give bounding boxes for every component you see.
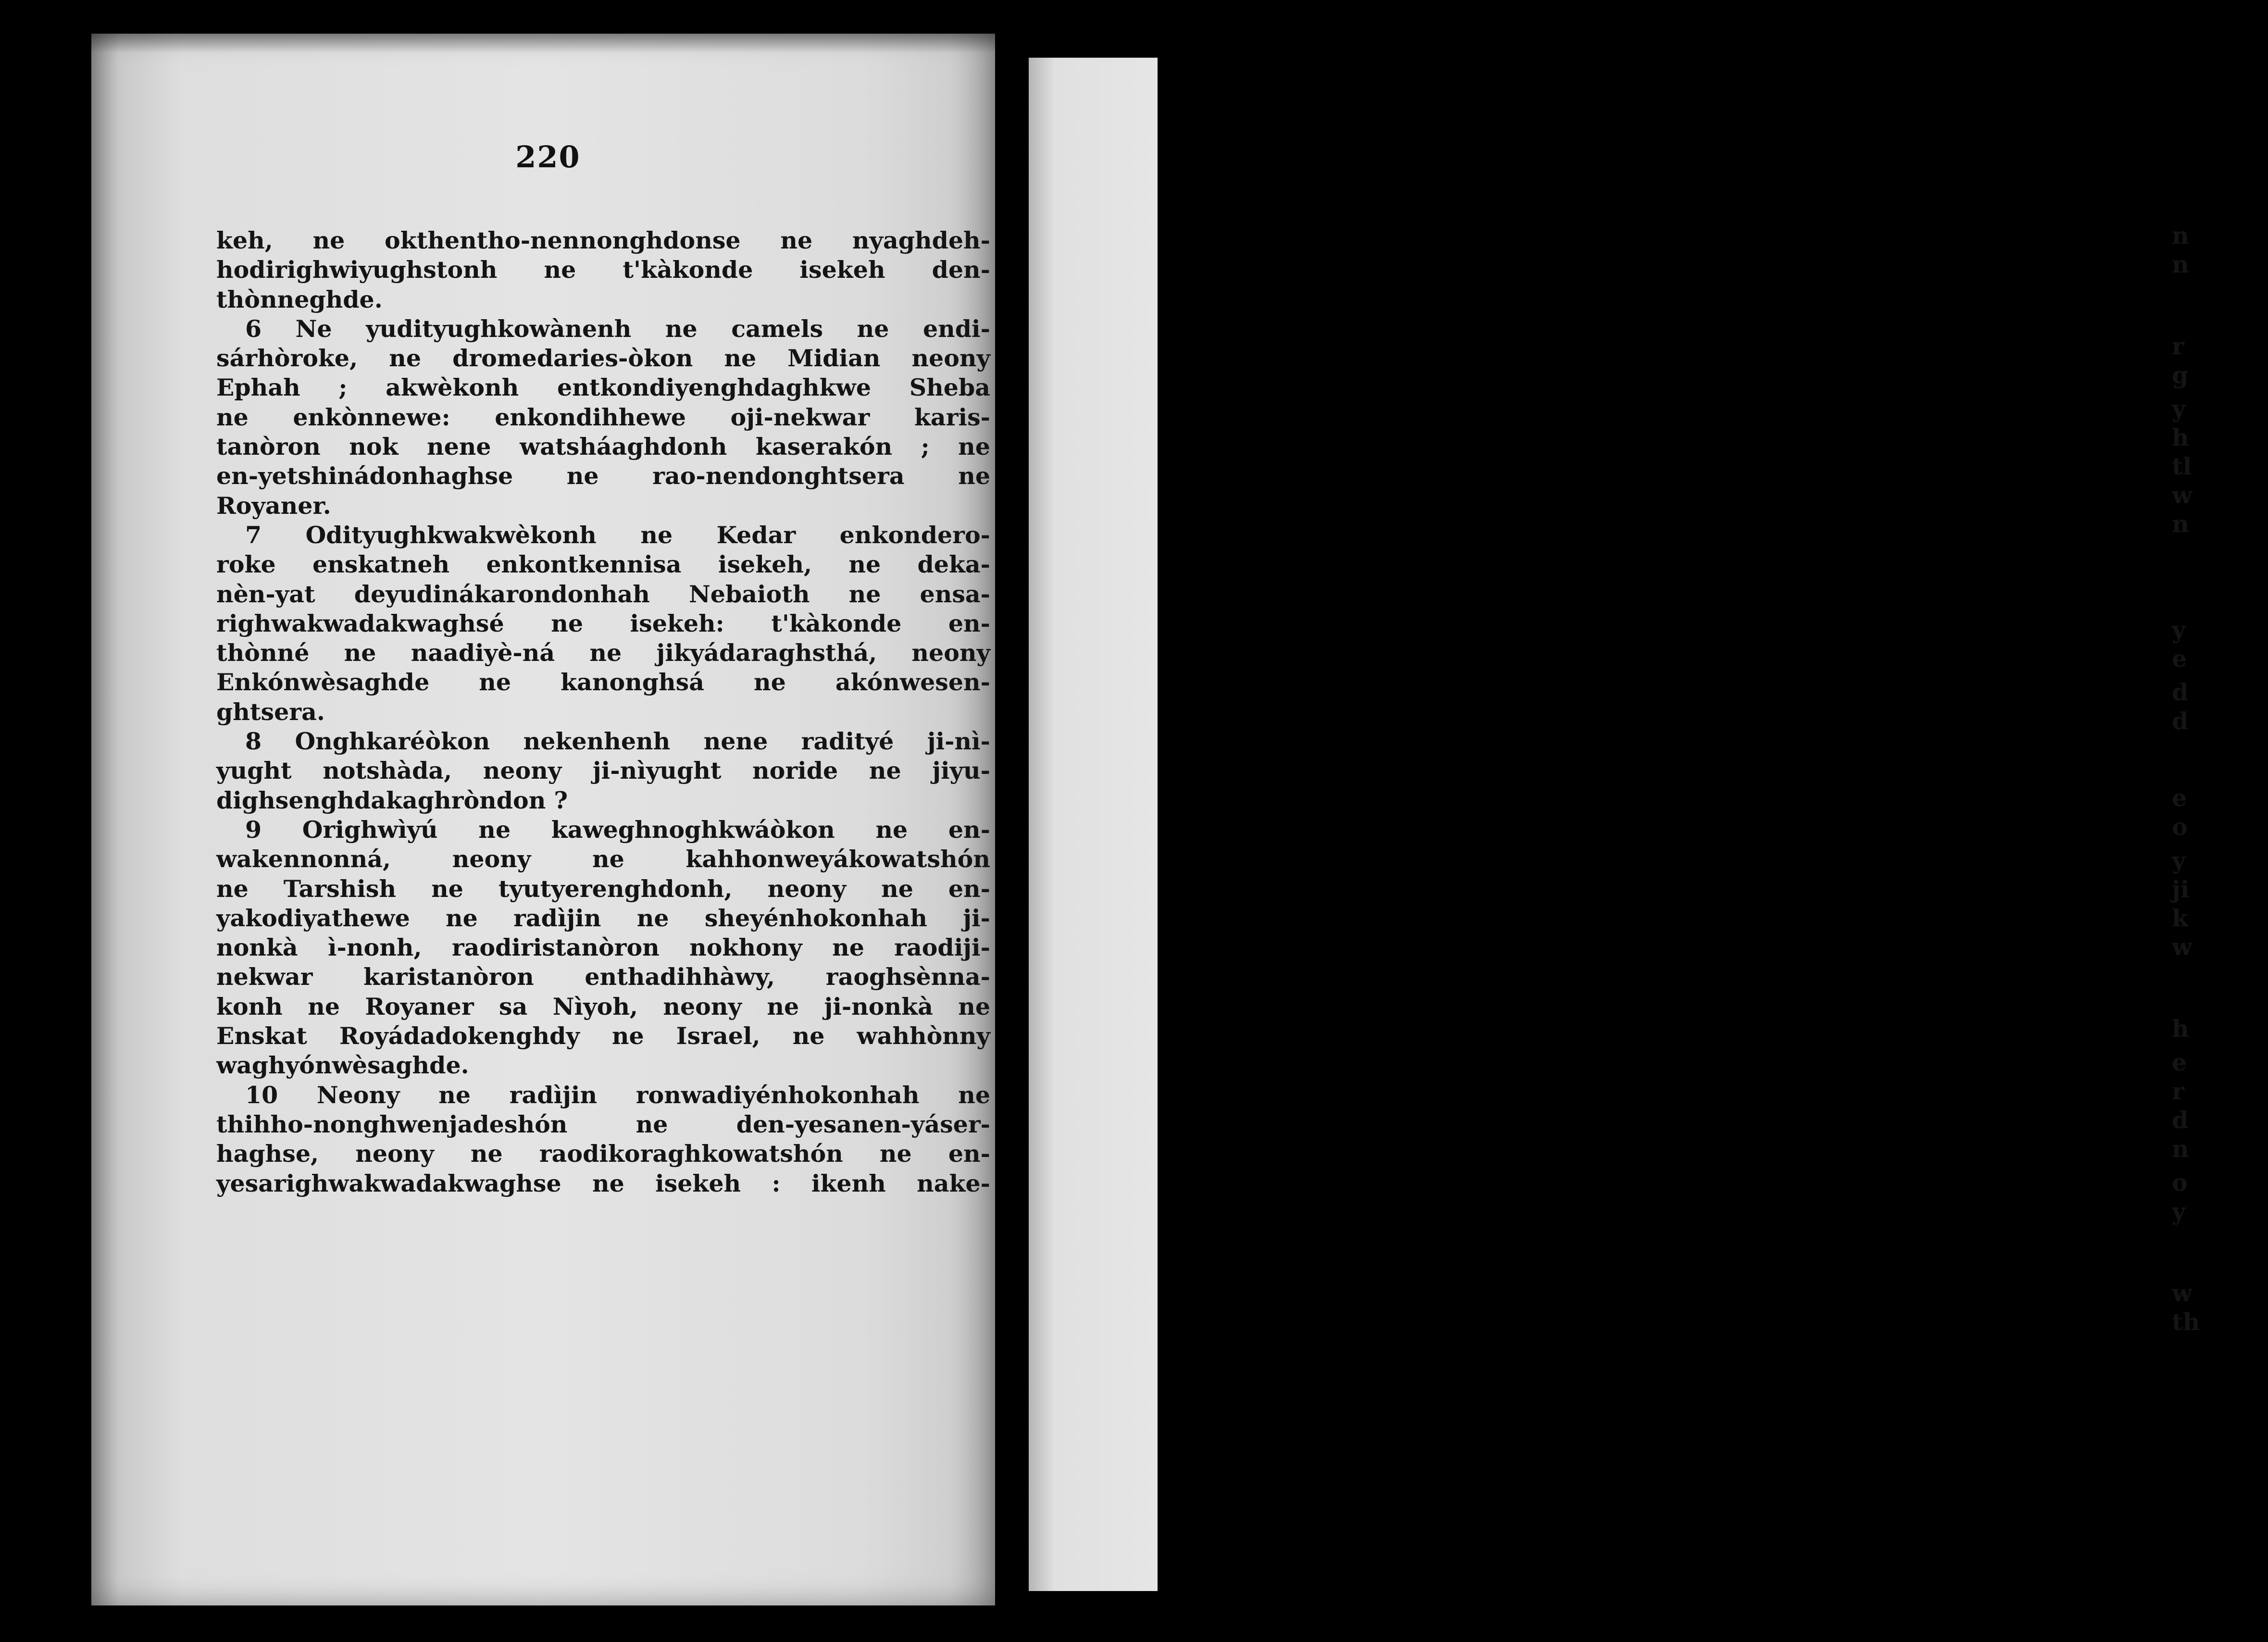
scan-border-bottom [0,1605,1158,1642]
right-page-fragment: w [2172,1279,2193,1307]
right-page-fragment: d [2172,678,2189,706]
text-line: haghse, neony ne raodikoraghkowatshón ne en- [216,1140,990,1168]
text-line: tanòron nok nene watsháaghdonh kaserakón ; ne [216,433,990,461]
verse-9-start: 9 Orighwìyú ne kaweghnoghkwáòkon ne en- [245,815,990,844]
right-page-fragment: y [2172,1197,2186,1225]
verse-10-start: 10 Neony ne radìjin ronwadiyénhokonhah ne [245,1081,990,1109]
text-line: hodirighwiyughstonh ne t'kàkonde isekeh den- [216,256,990,284]
text-line: thònneghde. [216,285,383,313]
right-page-fragment: n [2172,222,2189,249]
right-page-fragment: k [2172,904,2188,932]
right-page-fragment: e [2172,784,2187,812]
left-page [91,34,995,1605]
right-page-fragment: w [2172,481,2193,509]
right-page-fragment: g [2172,361,2189,389]
text-line: keh, ne okthentho-nennonghdonse ne nyaghdeh- [216,226,990,254]
text-line: en-yetshinádonhaghse ne rao-nendonghtsera ne [216,462,990,490]
text-line: sárhòroke, ne dromedaries-òkon ne Midian neony [216,344,990,373]
page-number: 220 [515,139,581,174]
right-page-fragment: tl [2172,452,2192,480]
verse-7-start: 7 Odityughkwakwèkonh ne Kedar enkondero- [245,521,990,549]
text-line: nekwar karistanòron enthadihhàwy, raoghsènna- [216,963,990,991]
text-line: ghtsera. [216,697,325,726]
right-page-fragment: y [2172,395,2186,423]
verse-6-start: 6 Ne yudityughkowànenh ne camels ne endi- [245,314,990,343]
right-page-fragment: n [2172,1135,2189,1163]
text-line: Royaner. [216,491,331,520]
text-line: yesarighwakwadakwaghse ne isekeh : ikenh nake- [216,1169,990,1197]
text-line: thònné ne naadiyè-ná ne jikyádaraghsthá, neony [216,639,990,667]
right-page-fragment: d [2172,707,2189,735]
text-line: Enkónwèsaghde ne kanonghsá ne akónwesen- [216,668,990,697]
right-page-fragment: th [2172,1308,2200,1336]
text-line: waghyónwèsaghde. [216,1051,469,1080]
text-line: Ephah ; akwèkonh entkondiyenghdaghkwe Sheba [216,373,990,402]
text-line: yught notshàda, neony ji-nìyught noride ne jiyu- [216,757,990,785]
text-line: ne enkònnewe: enkondihhewe oji-nekwar karis- [216,403,990,431]
text-line: yakodiyathewe ne radìjin ne sheyénhokonhah ji- [216,904,990,932]
right-page-fragment: r [2172,1077,2184,1105]
right-page-fragment: h [2172,423,2189,451]
text-line: dighsenghdakaghròndon ? [216,786,568,814]
text-line: nèn-yat deyudinákarondonhah Nebaioth ne ensa- [216,580,990,608]
text-line: konh ne Royaner sa Nìyoh, neony ne ji-nonkà ne [216,992,990,1020]
scan-border-top [0,0,1158,34]
text-line: Enskat Royádadokenghdy ne Israel, ne wahhònny [216,1022,990,1050]
text-line: ne Tarshish ne tyutyerenghdonh, neony ne en- [216,874,990,903]
right-page-fragment: e [2172,1048,2187,1076]
right-page-fragment: e [2172,645,2187,672]
right-page-fragment: o [2172,1169,2188,1196]
text-line: wakennonná, neony ne kahhonweyákowatshón [216,845,990,873]
right-page-fragment: h [2172,1015,2189,1043]
text-line: nonkà ì-nonh, raodiristanòron nokhony ne raodiji- [216,933,990,962]
book-gutter [995,34,1029,1605]
right-page-fragment: o [2172,813,2188,841]
right-page-fragment: y [2172,616,2186,644]
right-page-fragment: n [2172,250,2189,278]
right-page-fragment: n [2172,510,2189,538]
right-page-fragment: r [2172,332,2184,360]
text-line: thihho-nonghwenjadeshón ne den-yesanen-yáser- [216,1110,990,1138]
right-page [1029,58,2200,1591]
right-page-fragment: w [2172,933,2193,961]
right-page-fragment: y [2172,846,2186,874]
text-line: roke enskatneh enkontkennisa isekeh, ne deka- [216,550,990,579]
right-page-fragment: ji [2172,875,2190,903]
page-text [216,226,990,1198]
right-page-fragment: d [2172,1106,2189,1134]
text-line: righwakwadakwaghsé ne isekeh: t'kàkonde en- [216,609,990,637]
verse-8-start: 8 Onghkaréòkon nekenhenh nene radityé ji-nì- [245,727,990,756]
